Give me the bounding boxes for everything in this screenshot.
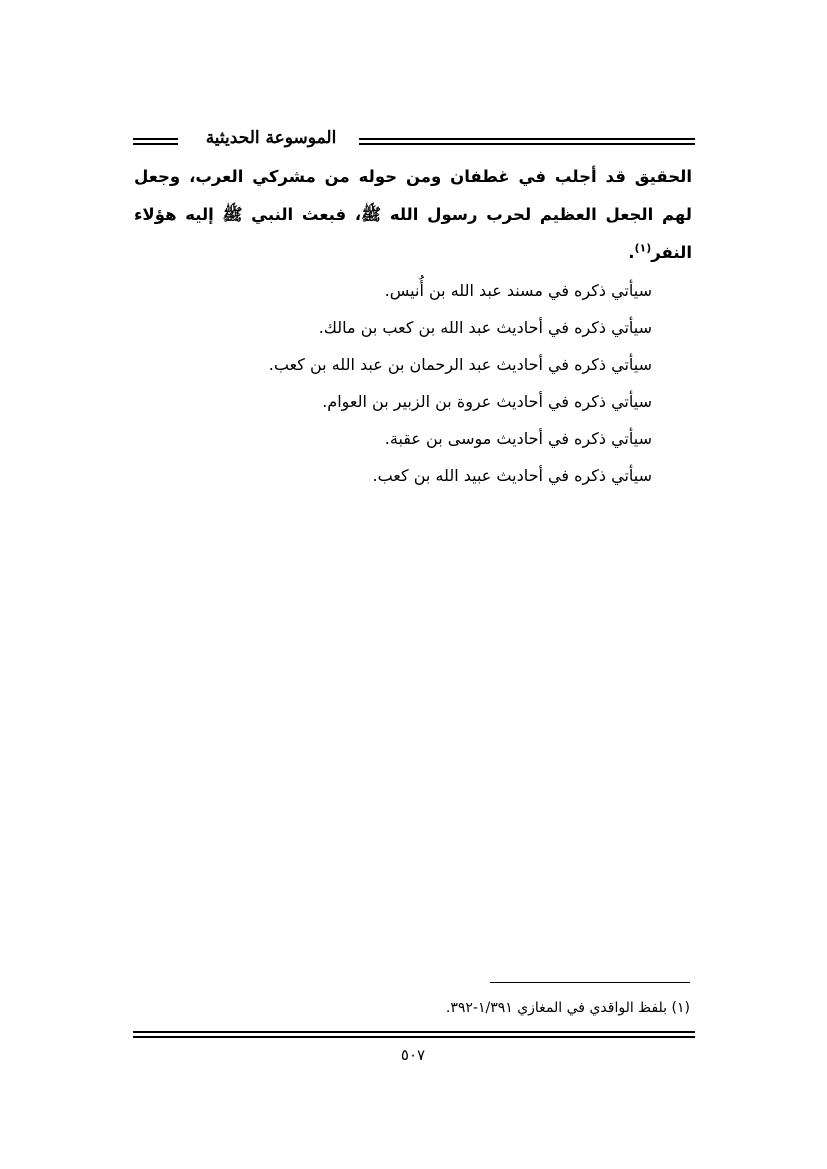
running-header — [133, 126, 695, 150]
footnote-separator — [490, 982, 690, 983]
intro-paragraph — [134, 158, 692, 272]
intro-text: الحقيق قد أجلب في غطفان ومن حوله من مشركي العرب، وجعل لهم الجعل العظيم لحرب رسول الله ﷺ، فبعث النبي ﷺ إليه هؤلاء النفر — [134, 167, 692, 262]
footnote: (١) بلفظ الواقدي في المغازي ١/٣٩١-٣٩٢. — [445, 1000, 690, 1016]
footer-rule — [133, 1031, 695, 1038]
page-number: ٥٠٧ — [400, 1046, 426, 1064]
list-item: سيأتي ذكره في أحاديث عبد الرحمان بن عبد الله بن كعب. — [268, 355, 652, 374]
header-rule-right — [359, 138, 695, 145]
header-title: الموسوعة الحديثية — [205, 128, 337, 148]
reference-list — [134, 272, 692, 494]
list-item: سيأتي ذكره في أحاديث موسى بن عقبة. — [384, 429, 652, 448]
main-text — [134, 158, 692, 494]
footnote-reference: (١) — [634, 241, 652, 255]
intro-end: . — [628, 243, 635, 262]
list-item: سيأتي ذكره في أحاديث عبيد الله بن كعب. — [372, 466, 652, 485]
list-item: سيأتي ذكره في أحاديث عروة بن الزبير بن العوام. — [322, 392, 652, 411]
header-rule-left — [133, 138, 178, 145]
list-item: سيأتي ذكره في مسند عبد الله بن أُنيس. — [384, 281, 652, 300]
list-item: سيأتي ذكره في أحاديث عبد الله بن كعب بن مالك. — [318, 318, 652, 337]
